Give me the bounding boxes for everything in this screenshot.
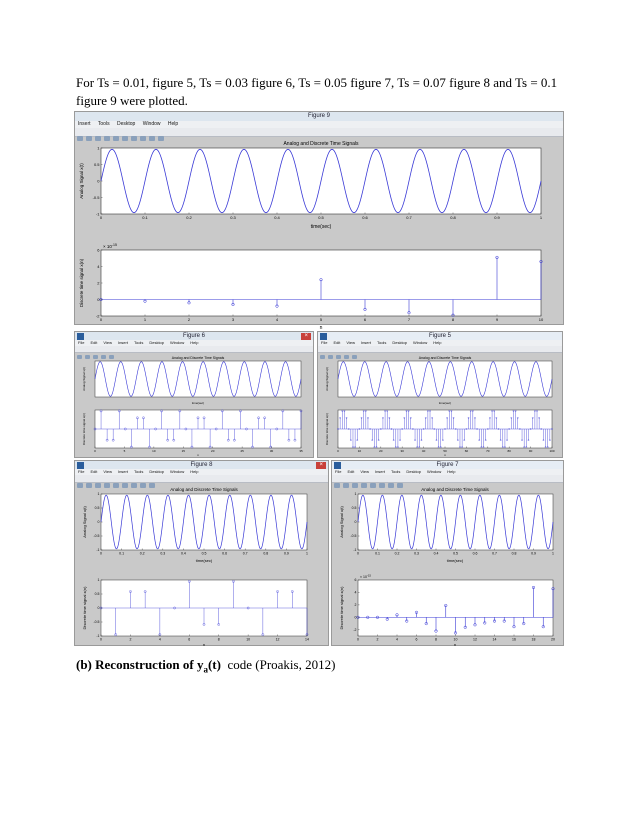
axes-title: Analog and Discrete Time Signals (283, 141, 359, 147)
x-axis-label: time(sec) (195, 558, 213, 563)
x-tick-label: 10 (357, 449, 362, 453)
x-tick-label: 8 (217, 637, 220, 642)
y-tick-label: -0.5 (93, 534, 100, 539)
x-tick-label: 10 (152, 449, 156, 453)
x-tick-label: 2 (129, 637, 132, 642)
x-tick-label: 0 (357, 551, 359, 556)
y-axis-label: Analog Signal x(t) (325, 367, 329, 391)
x-tick-label: 0.7 (492, 551, 497, 556)
x-tick-label: 0 (94, 449, 96, 453)
x-tick-label: 0.8 (450, 215, 456, 220)
x-tick-label: 10 (538, 317, 544, 322)
x-tick-label: 25 (240, 449, 244, 453)
figure-7-canvas (332, 482, 563, 645)
y-tick-label: 0 (97, 178, 100, 184)
y-tick-label: 4 (97, 263, 100, 269)
y-tick-label: 1 (97, 578, 100, 583)
menu-window[interactable]: Window (413, 340, 428, 345)
figure-8-canvas (75, 482, 328, 645)
menu-tools[interactable]: Tools (390, 469, 401, 474)
y-axis-label: Discrete time signal x(n) (82, 412, 86, 446)
menu-help[interactable]: Help (190, 340, 199, 345)
x-axis-label: time(sec) (191, 401, 205, 405)
x-axis-label: n (202, 642, 206, 647)
menu-window[interactable]: Window (142, 121, 161, 127)
menu-tools[interactable]: Tools (133, 340, 144, 345)
menu-window[interactable]: Window (170, 469, 185, 474)
x-tick-label: 9 (495, 317, 499, 322)
x-tick-label: 0.5 (318, 215, 324, 220)
menu-view[interactable]: View (360, 469, 369, 474)
x-tick-label: 0.3 (230, 215, 236, 220)
y-tick-label: 0 (354, 520, 357, 525)
x-tick-label: 1 (306, 551, 308, 556)
axes-title: Analog and Discrete Time Signals (171, 356, 225, 360)
x-tick-label: 0.2 (139, 551, 145, 556)
window-title: Figure 8 (190, 462, 213, 468)
menu-tools[interactable]: Tools (97, 121, 110, 127)
x-tick-label: 18 (531, 637, 536, 642)
figure-5-canvas (318, 352, 562, 457)
y-axis-label: Analog Signal x(t) (79, 163, 84, 199)
x-tick-label: 0.7 (406, 215, 412, 220)
x-axis-label: n (444, 453, 446, 457)
x-tick-label: 0.1 (375, 551, 380, 556)
matlab-logo-icon (77, 462, 84, 469)
y-axis-label: Discrete time signal x(n) (79, 258, 84, 308)
caption-text: code (Proakis, 2012) (227, 657, 336, 672)
menu-file[interactable]: File (78, 340, 85, 345)
y-tick-label: 4 (354, 590, 357, 595)
menu-bar (75, 121, 563, 128)
axes-analog (82, 356, 301, 405)
x-axis-label: n (197, 453, 199, 457)
y-tick-label: 1 (354, 492, 357, 497)
menu-tools[interactable]: Tools (133, 469, 144, 474)
x-tick-label: 12 (473, 637, 477, 642)
x-tick-label: 5 (123, 449, 126, 453)
x-tick-label: 12 (275, 637, 280, 642)
x-tick-label: 0.5 (453, 551, 458, 556)
x-axis-label: time(sec) (438, 401, 452, 405)
y-tick-label: 1 (97, 492, 100, 497)
y-exponent-label: × $10^{-15}$ (103, 243, 117, 249)
x-tick-label: 0.4 (433, 551, 439, 556)
y-tick-label: -0.5 (92, 194, 100, 200)
x-tick-label: 0.1 (119, 551, 125, 556)
x-tick-label: 10 (246, 637, 251, 642)
x-tick-label: 35 (299, 449, 303, 453)
menu-desktop[interactable]: Desktop (149, 340, 165, 345)
y-tick-label: -0.5 (350, 534, 357, 539)
x-tick-label: 0.9 (283, 551, 289, 556)
axes-analog (339, 487, 554, 563)
y-tick-label: 0 (97, 296, 100, 302)
x-axis-label: time(sec) (446, 558, 464, 563)
x-tick-label: 7 (407, 317, 411, 322)
y-axis-label: Discrete time signal x(n) (325, 412, 329, 446)
matlab-logo-icon (77, 333, 84, 340)
caption-subscript: a (203, 664, 208, 675)
menu-view[interactable]: View (103, 340, 112, 345)
x-tick-label: 15 (181, 449, 185, 453)
menu-window[interactable]: Window (427, 469, 442, 474)
x-tick-label: 1 (552, 551, 554, 556)
menu-insert[interactable]: Insert (117, 340, 128, 345)
y-axis-label: Analog Signal x(t) (82, 367, 86, 391)
x-tick-label: 0.6 (222, 551, 228, 556)
y-tick-label: 0 (354, 615, 357, 620)
y-tick-label: -1 (96, 548, 100, 553)
menu-edit[interactable]: Edit (333, 340, 341, 345)
menu-file[interactable]: File (321, 340, 328, 345)
x-tick-label: 0.6 (472, 551, 478, 556)
x-tick-label: 8 (435, 637, 437, 642)
x-tick-label: 0.1 (142, 215, 148, 220)
x-tick-label: 0.7 (242, 551, 248, 556)
figure-window-9[interactable] (74, 111, 564, 331)
menu-insert[interactable]: Insert (374, 469, 385, 474)
x-tick-label: 4 (158, 637, 161, 642)
x-tick-label: 1 (143, 317, 147, 322)
x-tick-label: 30 (400, 449, 404, 453)
y-axis-label: Analog Signal x(t) (339, 506, 344, 538)
x-tick-label: 0.2 (394, 551, 400, 556)
x-tick-label: 0.5 (201, 551, 207, 556)
section-caption (76, 657, 335, 675)
axes-analog (82, 487, 308, 563)
x-tick-label: 0.3 (160, 551, 166, 556)
axes-analog (325, 356, 552, 405)
axes-discrete (82, 578, 309, 647)
x-tick-label: 20 (211, 449, 215, 453)
axes-analog (79, 141, 543, 230)
y-axis-label: Discrete time signal x(n) (339, 586, 344, 630)
x-tick-label: 14 (492, 637, 497, 642)
x-tick-label: 70 (486, 449, 490, 453)
x-tick-label: 2 (376, 637, 379, 642)
y-tick-label: -1 (353, 548, 357, 553)
x-tick-label: 1 (539, 215, 543, 220)
window-title: Figure 9 (307, 113, 330, 119)
window-title: Figure 7 (436, 462, 459, 468)
y-tick-label: 0 (97, 520, 100, 525)
x-tick-label: 6 (363, 317, 367, 322)
caption-heading-end: (t) (207, 657, 221, 672)
menu-help[interactable]: Help (433, 340, 442, 345)
menu-help[interactable]: Help (447, 469, 456, 474)
intro-paragraph: For Ts = 0.01, figure 5, Ts = 0.03 figure 6, Ts = 0.05 figure 7, Ts = 0.07 figure 8 and Ts = 0.1 figure 9 were plotted. (76, 75, 558, 108)
y-tick-label: 1 (97, 145, 100, 151)
menu-desktop[interactable]: Desktop (116, 121, 136, 127)
matlab-logo-icon (334, 462, 341, 469)
x-tick-label: 3 (231, 317, 235, 322)
x-tick-label: 5 (319, 317, 323, 322)
x-tick-label: 60 (464, 449, 469, 453)
y-tick-label: 0.5 (351, 506, 357, 511)
x-tick-label: 20 (551, 637, 555, 642)
y-exponent-label: × $10^{-15}$ (360, 573, 371, 579)
axes-title: Analog and Discrete Time Signals (418, 356, 472, 360)
x-tick-label: 90 (528, 449, 533, 453)
x-tick-label: 80 (507, 449, 511, 453)
axes-discrete (339, 574, 555, 648)
menu-desktop[interactable]: Desktop (149, 469, 165, 474)
x-tick-label: 0.9 (494, 215, 500, 220)
axes-discrete (82, 410, 303, 457)
axes-discrete (325, 410, 555, 457)
menu-insert[interactable]: Insert (117, 469, 128, 474)
x-tick-label: 6 (188, 637, 191, 642)
menu-file[interactable]: File (78, 469, 85, 474)
x-tick-label: 50 (443, 449, 447, 453)
figure-9-canvas (75, 136, 563, 331)
figure-window-5[interactable] (317, 331, 563, 458)
y-tick-label: -2 (353, 627, 357, 632)
x-tick-label: 20 (379, 449, 383, 453)
menu-view[interactable]: View (346, 340, 355, 345)
menu-help[interactable]: Help (190, 469, 199, 474)
menu-insert[interactable]: Insert (360, 340, 371, 345)
y-tick-label: 2 (354, 603, 357, 608)
y-tick-label: 0 (97, 606, 100, 611)
x-axis-label: n (319, 325, 323, 331)
y-tick-label: 6 (97, 247, 100, 253)
x-tick-label: 0.2 (186, 215, 192, 220)
window-title: Figure 5 (428, 333, 451, 339)
figure-window-8[interactable] (74, 460, 329, 646)
menu-tools[interactable]: Tools (376, 340, 387, 345)
x-tick-label: 10 (453, 637, 458, 642)
menu-desktop[interactable]: Desktop (406, 469, 422, 474)
x-tick-label: 0 (337, 449, 339, 453)
x-tick-label: 4 (396, 637, 398, 642)
x-tick-label: 0 (99, 215, 103, 220)
close-icon[interactable]: × (316, 462, 326, 469)
y-axis-label: Analog Signal x(t) (82, 506, 87, 538)
x-tick-label: 0.4 (274, 215, 280, 220)
menu-edit[interactable]: Edit (347, 469, 355, 474)
menu-insert[interactable]: Insert (78, 121, 91, 127)
close-icon[interactable]: × (301, 333, 311, 340)
figure-window-7[interactable] (331, 460, 564, 646)
menu-edit[interactable]: Edit (90, 340, 98, 345)
x-tick-label: 16 (512, 637, 516, 642)
x-tick-label: 0.6 (362, 215, 368, 220)
y-tick-label: -1 (95, 211, 100, 217)
x-tick-label: 0.9 (531, 551, 536, 556)
x-tick-label: 40 (421, 449, 426, 453)
x-tick-label: 0.8 (263, 551, 269, 556)
matlab-logo-icon (320, 333, 327, 340)
figure-6-canvas (75, 352, 313, 457)
y-tick-label: 0.5 (94, 506, 100, 511)
y-tick-label: -1 (96, 634, 100, 639)
x-tick-label: 4 (275, 317, 279, 322)
menu-view[interactable]: View (103, 469, 112, 474)
x-axis-label: time(sec) (310, 224, 332, 230)
x-tick-label: 14 (305, 637, 309, 642)
x-tick-label: 30 (269, 449, 274, 453)
x-tick-label: 0.3 (414, 551, 419, 556)
x-tick-label: 2 (187, 317, 191, 322)
x-tick-label: 0.4 (180, 551, 186, 556)
y-tick-label: 0.5 (94, 592, 100, 597)
x-tick-label: 0 (100, 551, 102, 556)
y-tick-label: -0.5 (93, 620, 100, 625)
menu-edit[interactable]: Edit (90, 469, 98, 474)
axes-discrete (79, 243, 544, 331)
x-tick-label: 0 (357, 637, 359, 642)
x-tick-label: 0 (100, 637, 102, 642)
y-axis-label: Discrete time signal x(n) (82, 586, 87, 630)
y-tick-label: 0.5 (93, 161, 100, 167)
caption-heading-text: (b) Reconstruction of y (76, 657, 204, 672)
x-tick-label: 8 (451, 317, 455, 322)
x-axis-label: n (453, 642, 457, 647)
menu-file[interactable]: File (335, 469, 342, 474)
axes-title: Analog and Discrete Time Signals (170, 487, 238, 492)
y-tick-label: 2 (97, 280, 100, 286)
menu-desktop[interactable]: Desktop (392, 340, 408, 345)
x-tick-label: 6 (415, 637, 418, 642)
figure-window-6[interactable] (74, 331, 314, 458)
menu-window[interactable]: Window (170, 340, 185, 345)
y-tick-label: -2 (95, 313, 100, 319)
menu-help[interactable]: Help (167, 121, 179, 127)
y-tick-label: 6 (354, 578, 357, 583)
window-title: Figure 6 (182, 333, 205, 339)
caption-heading (76, 657, 221, 675)
x-tick-label: 100 (549, 449, 555, 453)
x-tick-label: 0.8 (511, 551, 517, 556)
x-tick-label: 0 (99, 317, 103, 322)
axes-title: Analog and Discrete Time Signals (421, 487, 489, 492)
